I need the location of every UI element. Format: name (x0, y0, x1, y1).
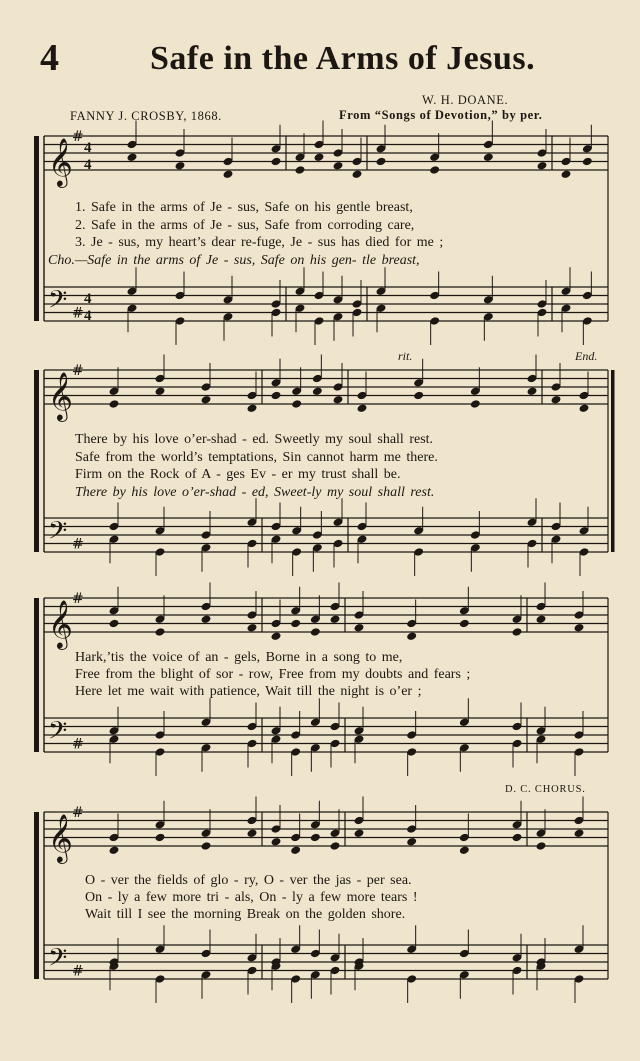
note-head (109, 845, 120, 855)
lyric-line: Cho.—Safe in the arms of Je - sus, Safe on his gen- tle breast, (48, 253, 420, 268)
bass-clef-icon: 𝄢 (48, 285, 68, 321)
lyric-line: Wait till I see the morning Break on the golden shore. (85, 907, 406, 922)
note-head (271, 157, 282, 167)
lyric-line: There by his love o’er-shad - ed, Sweet-ly my soul shall rest. (75, 485, 435, 500)
note-head (551, 395, 562, 405)
sharp-icon: # (72, 305, 84, 322)
note-head (459, 845, 470, 855)
sharp-icon: # (72, 536, 84, 553)
note-head (330, 841, 341, 851)
system-bracket (34, 812, 39, 979)
note-head (201, 614, 212, 624)
treble-clef-icon: 𝄞 (48, 137, 73, 186)
lyric-line: Free from the blight of sor - row, Free from my doubts and fears ; (75, 667, 471, 682)
note-head (155, 386, 166, 396)
sharp-icon: # (72, 805, 84, 821)
sharp-icon: # (72, 363, 84, 379)
note-head (201, 841, 212, 851)
note-head (247, 403, 258, 413)
note-head (512, 833, 523, 843)
note-head (109, 619, 120, 629)
note-head (354, 828, 365, 838)
lyric-line: O - ver the fields of glo - ry, O - ver the jas - per sea. (85, 873, 412, 888)
note-head (312, 386, 323, 396)
note-head (109, 399, 120, 409)
note-head (333, 161, 344, 171)
note-head (536, 841, 547, 851)
treble-clef-icon: 𝄞 (48, 813, 73, 862)
note-head (406, 631, 417, 641)
dc-chorus-marking: D. C. CHORUS. (505, 784, 586, 795)
lyric-line: On - ly a few more tri - als, On - ly a few more tears ! (85, 890, 418, 905)
note-head (330, 614, 341, 624)
lyric-line: Here let me wait with patience, Wait till the night is o’er ; (75, 684, 422, 699)
note-head (561, 169, 572, 179)
end-marking: End. (575, 349, 598, 363)
sharp-icon: # (72, 129, 84, 145)
lyric-line: 2. Safe in the arms of Je - sus, Safe from corroding care, (75, 218, 415, 233)
note-head (247, 828, 258, 838)
note-head (271, 631, 282, 641)
note-head (314, 152, 325, 162)
note-head (352, 169, 363, 179)
sharp-icon: # (72, 963, 84, 980)
treble-clef-icon: 𝄞 (48, 599, 73, 648)
note-head (413, 391, 424, 401)
lyric-line: 1. Safe in the arms of Je - sus, Safe on his gentle breast, (75, 200, 413, 215)
note-head (310, 627, 321, 637)
system-bracket (34, 598, 39, 752)
lyric-line: Hark,’tis the voice of an - gels, Borne in a song to me, (75, 650, 403, 665)
note-head (376, 157, 387, 167)
note-head (155, 833, 166, 843)
note-head (155, 627, 166, 637)
note-head (429, 165, 440, 175)
note-head (333, 395, 344, 405)
time-signature-digit: 4 (84, 157, 92, 173)
note-head (536, 614, 547, 624)
time-signature-digit: 4 (84, 308, 92, 324)
note-head (271, 837, 282, 847)
author-credit: FANNY J. CROSBY, 1868. (70, 109, 222, 123)
system-bracket (34, 136, 39, 321)
note-head (574, 828, 585, 838)
note-head (483, 152, 494, 162)
note-head (459, 619, 470, 629)
note-head (201, 395, 212, 405)
time-signature-digit: 4 (84, 291, 92, 307)
note-head (574, 623, 585, 633)
note-head (354, 623, 365, 633)
treble-clef-icon: 𝄞 (48, 371, 73, 420)
lyric-line: 3. Je - sus, my heart’s dear re-fuge, Je - sus has died for me ; (75, 235, 444, 250)
note-head (512, 627, 523, 637)
lyric-line: Firm on the Rock of A - ges Ev - er my trust shall be. (75, 467, 401, 482)
note-head (582, 157, 593, 167)
song-title: Safe in the Arms of Jesus. (150, 40, 536, 77)
source-credit: From “Songs of Devotion,” by per. (339, 108, 543, 122)
bass-clef-icon: 𝄢 (48, 516, 68, 552)
note-head (579, 403, 590, 413)
note-head (537, 161, 548, 171)
bass-clef-icon: 𝄢 (48, 943, 68, 979)
system-bracket (34, 370, 39, 552)
page-number: 4 (40, 37, 59, 79)
sharp-icon: # (72, 591, 84, 607)
composer-credit: W. H. DOANE. (422, 93, 509, 107)
time-signature-digit: 4 (84, 140, 92, 156)
note-head (295, 165, 306, 175)
note-head (271, 391, 282, 401)
final-barline (611, 370, 615, 552)
note-head (357, 403, 368, 413)
bass-clef-icon: 𝄢 (48, 716, 68, 752)
note-head (290, 619, 301, 629)
note-head (406, 837, 417, 847)
note-head (527, 386, 538, 396)
note-head (127, 152, 138, 162)
note-head (310, 833, 321, 843)
lyric-line: Safe from the world’s temptations, Sin cannot harm me there. (75, 450, 438, 465)
note-head (290, 845, 301, 855)
sharp-icon: # (72, 736, 84, 753)
rit-marking: rit. (398, 349, 413, 363)
note-head (223, 169, 234, 179)
note-head (247, 623, 258, 633)
note-head (291, 399, 302, 409)
lyric-line: There by his love o’er-shad - ed. Sweetly my soul shall rest. (75, 432, 434, 447)
note-head (470, 399, 481, 409)
note-head (175, 161, 186, 171)
